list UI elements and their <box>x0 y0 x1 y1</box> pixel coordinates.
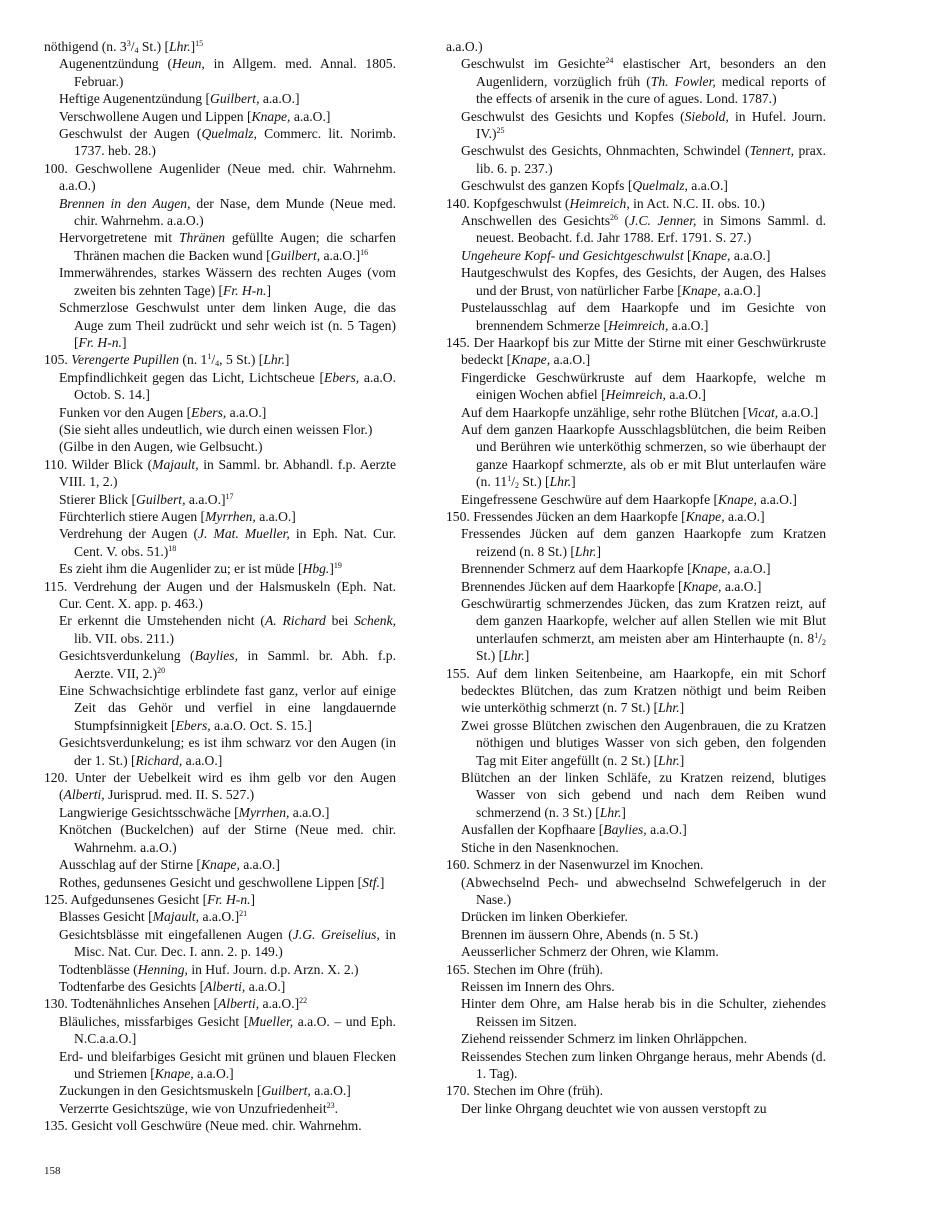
symptom-entry: 170. Stechen im Ohre (früh). <box>446 1083 604 1099</box>
symptom-entry: 150. Fressendes Jücken an dem Haarkopfe [Knape, a.a.O.] <box>446 508 765 524</box>
symptom-entry: Schmerzlose Geschwulst unter dem linken Auge, die das Auge zum Theil zudrückt und sehr weich ist (n. 5 Tagen) [Fr. H-n.] <box>59 300 396 350</box>
page-number: 158 <box>44 1165 61 1177</box>
symptom-entry: 100. Geschwollene Augenlider (Neue med. chir. Wahrnehm. a.a.O.) <box>44 160 396 194</box>
symptom-entry: Heftige Augenentzündung [Guilbert, a.a.O.] <box>59 91 300 107</box>
symptom-entry: Gesichtsverdunkelung; es ist ihm schwarz vor den Augen (in der 1. St.) [Richard, a.a.O.] <box>59 735 396 768</box>
symptom-entry: (Gilbe in den Augen, wie Gelbsucht.) <box>59 439 263 455</box>
symptom-entry: Auf dem Haarkopfe unzählige, sehr rothe Blütchen [Vicat, a.a.O.] <box>461 404 819 420</box>
symptom-entry: Langwierige Gesichtsschwäche [Myrrhen, a.a.O.] <box>59 804 330 820</box>
left-column <box>44 38 396 1135</box>
symptom-entry: Gesichtsblässe mit eingefallenen Augen (J.G. Greiselius, in Misc. Nat. Cur. Dec. I. ann. 2. p. 149.) <box>59 926 396 960</box>
symptom-entry: Fressendes Jücken auf dem ganzen Haarkopfe zum Kratzen reizend (n. 8 St.) [Lhr.] <box>461 526 826 559</box>
symptom-entry: Aeusserlicher Schmerz der Ohren, wie Klamm. <box>461 944 719 960</box>
symptom-entry: (Abwechselnd Pech- und abwechselnd Schwefelgeruch in der Nase.) <box>461 874 826 907</box>
symptom-entry: Zuckungen in den Gesichtsmuskeln [Guilbert, a.a.O.] <box>59 1083 351 1099</box>
symptom-entry: Funken vor den Augen [Ebers, a.a.O.] <box>59 404 267 420</box>
symptom-entry: Brennen im äussern Ohre, Abends (n. 5 St.) <box>461 926 699 942</box>
symptom-entry: Stierer Blick [Guilbert, a.a.O.]$^{17}$ <box>59 491 234 507</box>
symptom-entry: Auf dem ganzen Haarkopfe Ausschlagsblütchen, die beim Reiben und Berühren wie unterköthig schmerzen, so wie überhaupt der ganze Haarkopf schmerzte, als ob er mit Blut unterlaufen wäre (n. $11^1/_2$ St.) [Lhr.] <box>461 421 826 491</box>
symptom-entry: Geschwulst des Gesichts und Kopfes (Siebold, in Hufel. Journ. IV.)$^{25}$ <box>461 108 826 142</box>
symptom-entry: Erd- und bleifarbiges Gesicht mit grünen und blauen Flecken und Striemen [Knape, a.a.O.] <box>59 1048 396 1081</box>
symptom-entry: 115. Verdrehung der Augen und der Halsmuskeln (Eph. Nat. Cur. Cent. X. app. p. 463.) <box>44 578 396 611</box>
symptom-entry: 120. Unter der Uebelkeit wird es ihm gelb vor den Augen (Alberti, Jurisprud. med. II. S. 527.) <box>44 770 396 803</box>
symptom-entry: Augenentzündung (Heun, in Allgem. med. Annal. 1805. Februar.) <box>59 56 397 89</box>
symptom-entry: Brennender Schmerz auf dem Haarkopfe [Knape, a.a.O.] <box>461 561 771 577</box>
symptom-entry: Empfindlichkeit gegen das Licht, Lichtscheue [Ebers, a.a.O. Octob. S. 14.] <box>59 369 396 403</box>
symptom-entry: Geschwürartig schmerzendes Jücken, das zum Kratzen reizt, auf dem ganzen Haarkopfe, welcher auf allen Stellen wie mit Blut unterlaufen schmerzt, am meisten aber am Hinterhaupte (n. $8^1/_2$ St.) [Lhr.] <box>461 596 826 664</box>
symptom-entry: Eine Schwachsichtige erblindete fast ganz, verlor auf einige Zeit das Gehör und verfiel in eine langdauernde Stumpfsinnigkeit [Ebers, a.a.O. Oct. S. 15.] <box>59 683 396 733</box>
symptom-entry: Bläuliches, missfarbiges Gesicht [Mueller, a.a.O. – und Eph. N.C.a.a.O.] <box>59 1013 396 1047</box>
symptom-entry: 165. Stechen im Ohre (früh). <box>446 961 604 977</box>
symptom-entry: Fingerdicke Geschwürkruste auf dem Haarkopfe, welche m einigen Wochen abfiel [Heimreich, a.a.O.] <box>461 369 826 403</box>
symptom-entry: (Sie sieht alles undeutlich, wie durch einen weissen Flor.) <box>59 421 373 437</box>
symptom-entry: Anschwellen des Gesichts$^{26}$ (J.C. Jenner, in Simons Samml. d. neuest. Beobacht. f.d. Jahr 1788. Erf. 1791. S. 27.) <box>461 213 827 246</box>
symptom-entry: Ziehend reissender Schmerz im linken Ohrläppchen. <box>461 1031 748 1047</box>
symptom-entry: Der linke Ohrgang deuchtet wie von aussen verstopft zu <box>461 1100 767 1116</box>
symptom-entry: a.a.O.) <box>446 39 483 54</box>
right-column <box>446 38 826 1117</box>
symptom-entry: Ungeheure Kopf- und Gesichtgeschwulst [Knape, a.a.O.] <box>461 247 771 263</box>
symptom-entry: Geschwulst des Gesichts, Ohnmachten, Schwindel (Tennert, prax. lib. 6. p. 237.) <box>461 143 826 176</box>
symptom-entry: Hautgeschwulst des Kopfes, des Gesichts, der Augen, des Halses und der Brust, von natürlicher Farbe [Knape, a.a.O.] <box>461 265 826 298</box>
symptom-entry: 105. Verengerte Pupillen (n. $1^1/_4$, 5 St.) [Lhr.] <box>44 352 290 369</box>
symptom-entry: Brennen in den Augen, der Nase, dem Munde (Neue med. chir. Wahrnehm. a.a.O.) <box>59 195 396 229</box>
symptom-entry: Geschwulst im Gesichte$^{24}$ elastischer Art, besonders an den Augenlidern, vorzüglich früh (Th. Fowler, medical reports of the effects of arsenik in the cure of agues. Lond. 1787.) <box>461 56 827 107</box>
symptom-entry: Gesichtsverdunkelung (Baylies, in Samml. br. Abh. f.p. Aerzte. VII, 2.)$^{20}$ <box>59 648 396 681</box>
symptom-entry: Brennendes Jücken auf dem Haarkopfe [Knape, a.a.O.] <box>461 578 762 594</box>
symptom-entry: Pustelausschlag auf dem Haarkopfe und im Gesichte von brennendem Schmerze [Heimreich, a.a.O.] <box>461 300 826 333</box>
symptom-entry: 130. Todtenähnliches Ansehen [Alberti, a.a.O.]$^{22}$ <box>44 996 308 1012</box>
symptom-entry: Todtenblässe (Henning, in Huf. Journ. d.p. Arzn. X. 2.) <box>59 961 359 977</box>
symptom-entry: Zwei grosse Blütchen zwischen den Augenbrauen, die zu Kratzen nöthigen und blutiges Wasser von sich geben, den folgenden Tag mit Eiter angefüllt (n. 2 St.) [Lhr.] <box>461 717 826 768</box>
symptom-entry: Immerwährendes, starkes Wässern des rechten Auges (vom zweiten bis zehnten Tage) [Fr. H-n.] <box>59 265 396 298</box>
symptom-entry: Blasses Gesicht [Majault, a.a.O.]$^{21}$ <box>59 909 248 925</box>
symptom-entry: Verdrehung der Augen (J. Mat. Mueller, in Eph. Nat. Cur. Cent. V. obs. 51.)$^{18}$ <box>59 526 396 559</box>
symptom-entry: Verschwollene Augen und Lippen [Knape, a.a.O.] <box>59 108 331 124</box>
symptom-entry: Hervorgetretene mit Thränen gefüllte Augen; die scharfen Thränen machen die Backen wund [Guilbert, a.a.O.]$^{16}$ <box>59 230 396 263</box>
symptom-entry: Hinter dem Ohre, am Halse herab bis in die Schulter, ziehendes Reissen im Sitzen. <box>461 996 826 1029</box>
symptom-entry: 135. Gesicht voll Geschwüre (Neue med. chir. Wahrnehm. <box>44 1118 362 1134</box>
symptom-entry: Stiche in den Nasenknochen. <box>461 839 619 855</box>
symptom-entry: nöthigend (n. $3^3/_4$ St.) $[Lhr.]^{15}$ <box>44 39 204 55</box>
symptom-entry: Reissendes Stechen zum linken Ohrgange heraus, mehr Abends (d. 1. Tag). <box>461 1048 826 1081</box>
symptom-entry: Reissen im Innern des Ohrs. <box>461 978 615 994</box>
symptom-entry: Knötchen (Buckelchen) auf der Stirne (Neue med. chir. Wahrnehm. a.a.O.) <box>59 822 396 855</box>
symptom-entry: 125. Aufgedunsenes Gesicht [Fr. H-n.] <box>44 891 256 907</box>
symptom-entry: Eingefressene Geschwüre auf dem Haarkopfe [Knape, a.a.O.] <box>461 491 797 507</box>
symptom-entry: 145. Der Haarkopf bis zur Mitte der Stirne mit einer Geschwürkruste bedeckt [Knape, a.a.O.] <box>446 334 826 368</box>
symptom-entry: Blütchen an der linken Schläfe, zu Kratzen reizend, blutiges Wasser von sich gebend und nach dem Reiben wund schmerzend (n. 3 St.) [Lhr.] <box>461 770 826 820</box>
symptom-entry: Rothes, gedunsenes Gesicht und geschwollene Lippen [Stf.] <box>59 874 385 890</box>
symptom-entry: Ausschlag auf der Stirne [Knape, a.a.O.] <box>59 857 280 873</box>
symptom-entry: Es zieht ihm die Augenlider zu; er ist müde $[Hbg.]^{19}$ <box>59 561 342 577</box>
symptom-entry: Fürchterlich stiere Augen [Myrrhen, a.a.O.] <box>59 508 296 524</box>
symptom-entry: Geschwulst des ganzen Kopfs [Quelmalz, a.a.O.] <box>461 178 728 194</box>
symptom-entry: Drücken im linken Oberkiefer. <box>461 909 628 925</box>
symptom-entry: 140. Kopfgeschwulst (Heimreich, in Act. N.C. II. obs. 10.) <box>446 195 765 211</box>
symptom-entry: Todtenfarbe des Gesichts [Alberti, a.a.O.] <box>59 978 286 994</box>
symptom-entry: Er erkennt die Umstehenden nicht (A. Richard bei Schenk, lib. VII. obs. 211.) <box>59 613 397 646</box>
symptom-entry: Verzerrte Gesichtszüge, wie von Unzufriedenheit$^{23}$. <box>59 1100 339 1116</box>
symptom-entry: 155. Auf dem linken Seitenbeine, am Haarkopfe, ein mit Schorf bedecktes Blütchen, das zum Kratzen nöthigt und beim Reiben wie unterköthig schmerzt (n. 7 St.) [Lhr.] <box>446 665 826 716</box>
symptom-entry: Ausfallen der Kopfhaare [Baylies, a.a.O.] <box>461 822 687 838</box>
symptom-entry: 110. Wilder Blick (Majault, in Samml. br. Abhandl. f.p. Aerzte VIII. 1, 2.) <box>44 456 396 490</box>
symptom-entry: 160. Schmerz in der Nasenwurzel im Knochen. <box>446 857 704 873</box>
symptom-entry: Geschwulst der Augen (Quelmalz, Commerc. lit. Norimb. 1737. heb. 28.) <box>59 126 396 159</box>
